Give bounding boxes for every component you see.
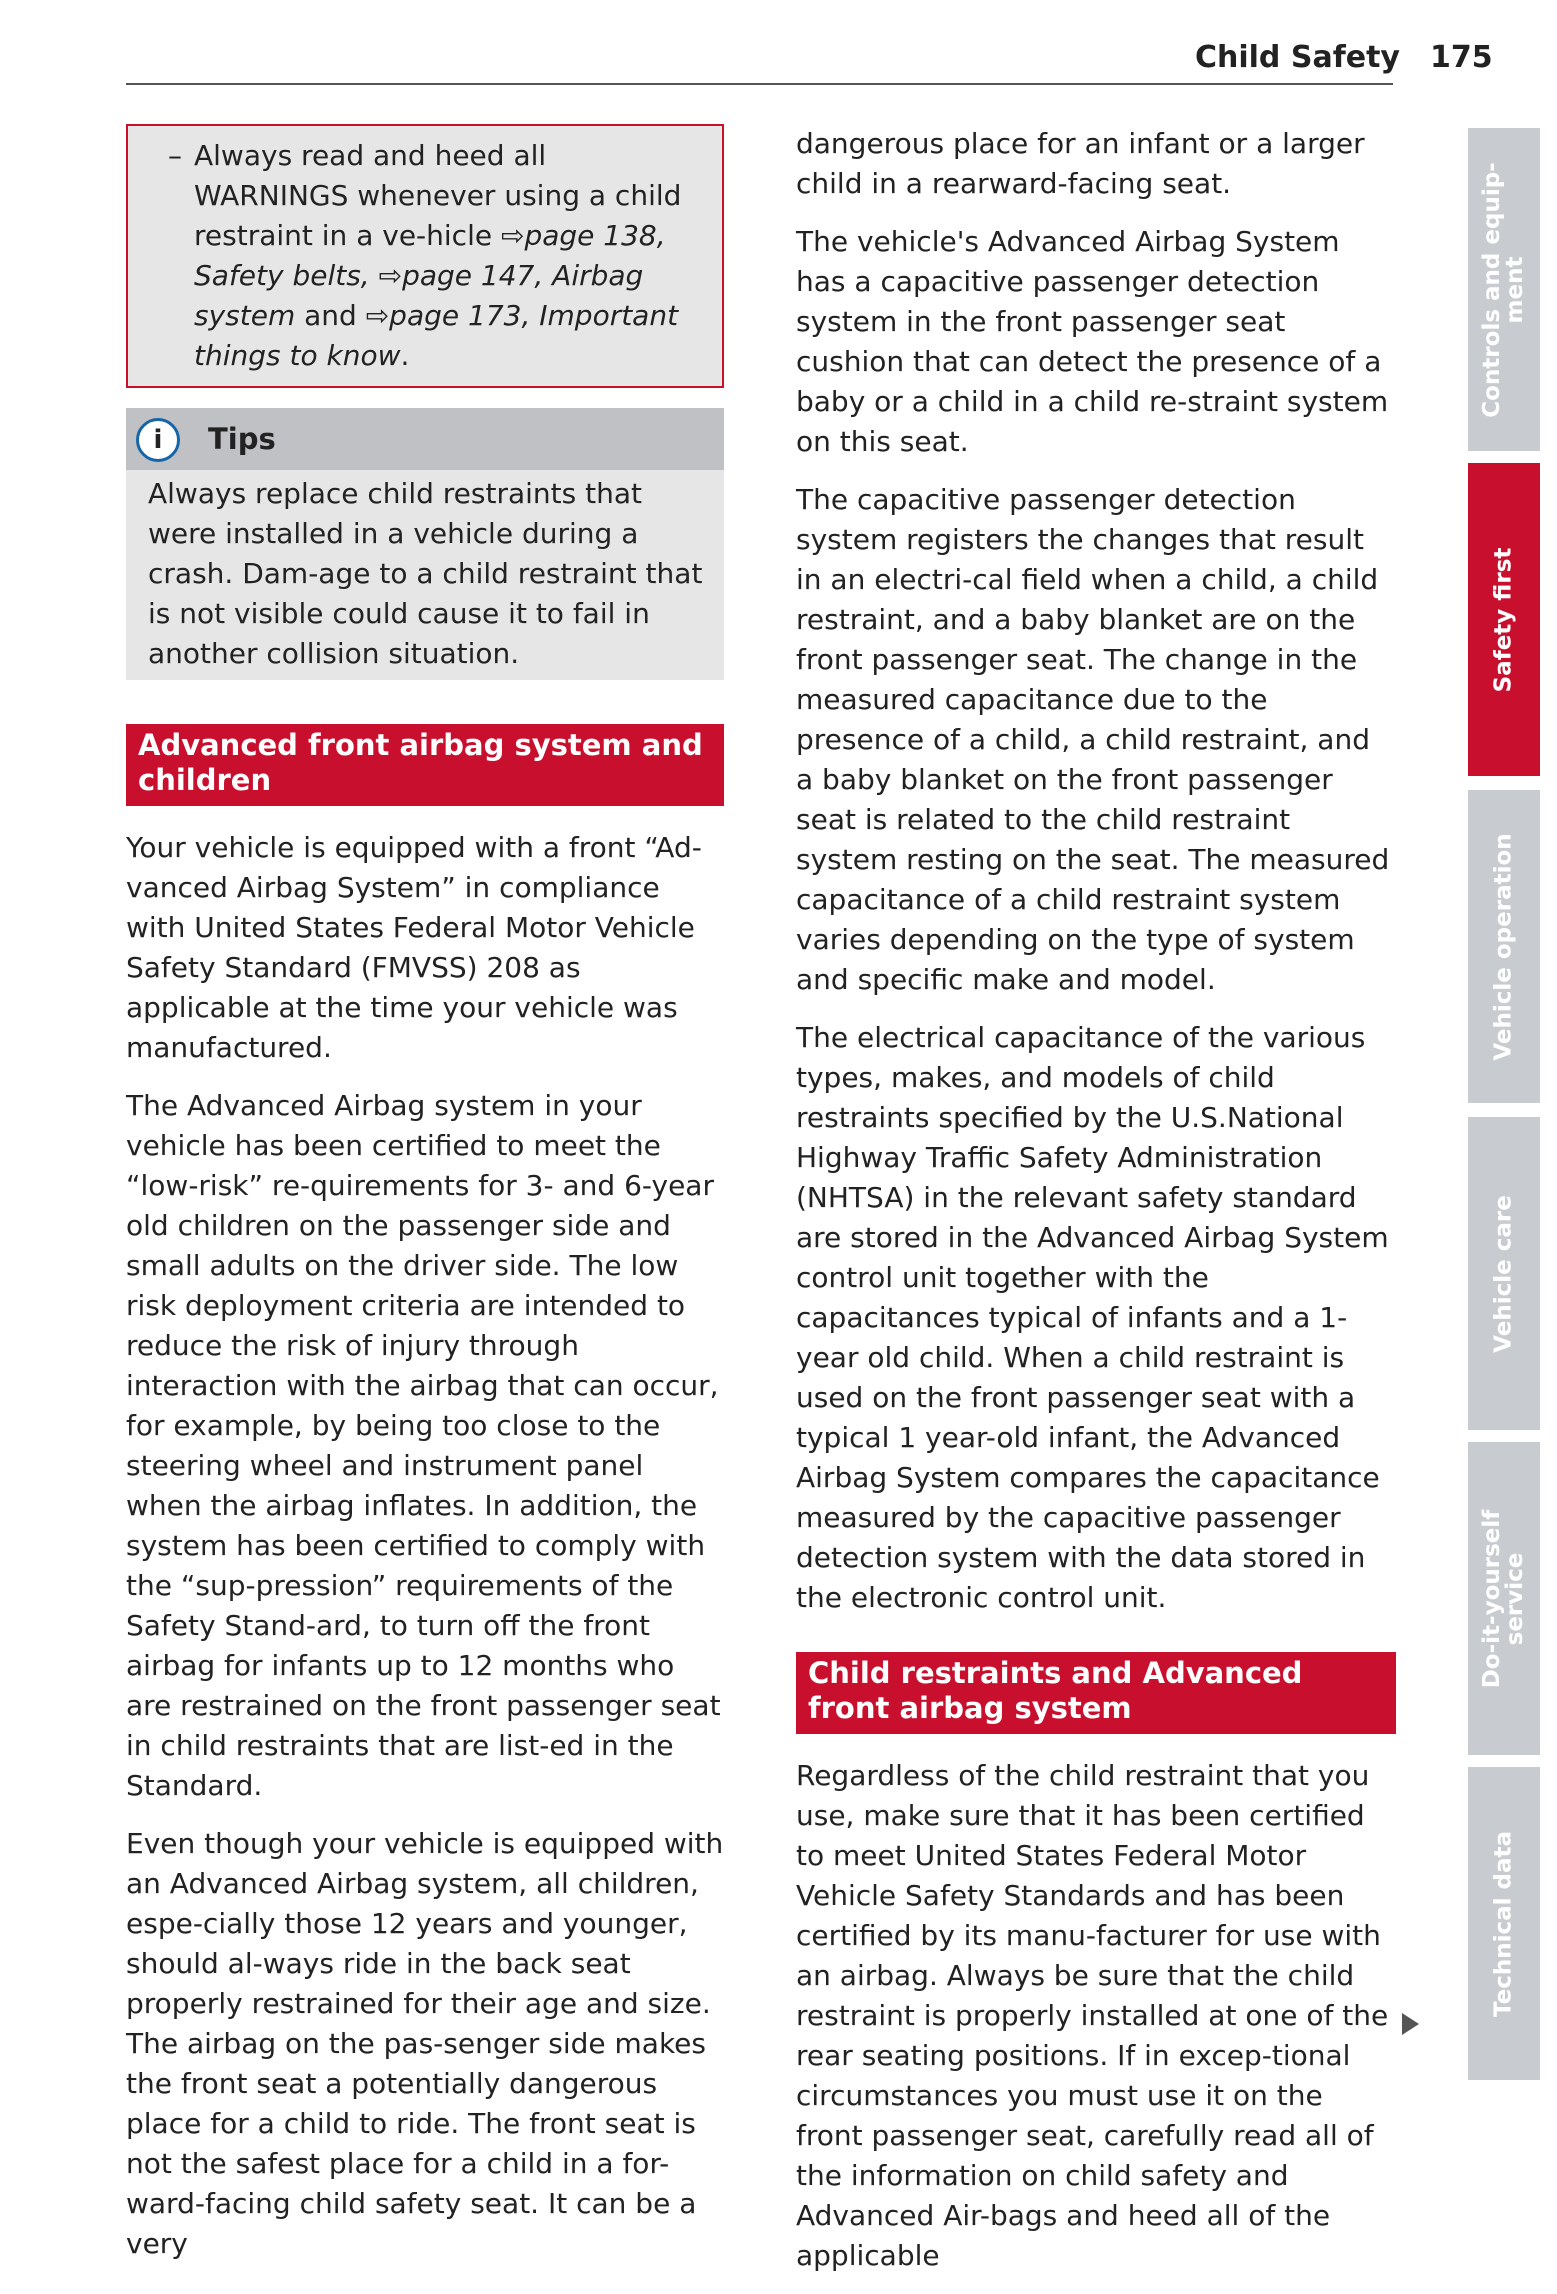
body-paragraph: Your vehicle is equipped with a front “Ad-vanced Airbag System” in compliance with United States Federal Motor Vehicle Safety Standard (FMVSS) 208 as applicable at the time your vehicle was manufactured. bbox=[126, 831, 702, 1064]
tips-title: Tips bbox=[208, 422, 276, 456]
tips-box bbox=[126, 408, 724, 680]
body-paragraph: Regardless of the child restraint that you use, make sure that it has been certified to meet United States Federal Motor Vehicle Safety Standards and has been certified by its manu-facturer for use with an airbag. Always be sure that the child restraint is properly installed at one of the rear seating positions. If in excep-tional circumstances you must use it on the front passenger seat, carefully read all of the information on child safety and Advanced Air-bags and heed all of the applicable bbox=[796, 1759, 1389, 2272]
side-tab-label bbox=[1490, 547, 1517, 692]
warning-run: . bbox=[400, 339, 410, 372]
side-tab-label-line: Vehicle care bbox=[1490, 1194, 1517, 1353]
section-heading: Advanced front airbag system and children bbox=[126, 724, 724, 806]
side-tab-vehicle-care[interactable] bbox=[1468, 1117, 1540, 1430]
side-tab-label-line: Controls and equip- bbox=[1479, 161, 1505, 418]
warning-link-airbag-system[interactable]: ⇨page 147, Airbag system bbox=[194, 259, 644, 332]
info-icon: i bbox=[136, 418, 180, 462]
page-number: 175 bbox=[1430, 40, 1493, 75]
side-tab-label-line: Technical data bbox=[1490, 1830, 1517, 2017]
side-tab-label-line: Vehicle operation bbox=[1490, 832, 1517, 1061]
warning-text bbox=[168, 136, 704, 376]
page-title: Child Safety bbox=[1194, 40, 1400, 75]
warning-link-important-things[interactable]: ⇨page 173, Important things to know bbox=[194, 299, 679, 372]
warning-box bbox=[126, 124, 724, 388]
body-paragraph: The capacitive passenger detection system registers the changes that result in an electri-cal field when a child, a child restraint, and a baby blanket are on the front passenger seat. The change in the measured capacitance due to the presence of a child, a child restraint, and a baby blanket on the front passenger seat is related to the child restraint system resting on the seat. The measured capacitance of a child restraint system varies depending on the type of system and specific make and model. bbox=[796, 483, 1390, 996]
body-paragraph: dangerous place for an infant or a larger child in a rearward-facing seat. bbox=[796, 127, 1365, 200]
side-tab-label bbox=[1490, 1830, 1517, 2017]
next-page-arrow-icon bbox=[1402, 2013, 1419, 2035]
side-tab-controls[interactable] bbox=[1468, 128, 1540, 451]
tips-body: Always replace child restraints that were installed in a vehicle during a crash. Dam-age to a child restraint that is not visible could cause it to fail in another collision situation. bbox=[148, 477, 703, 670]
side-tab-label bbox=[1481, 162, 1527, 417]
body-paragraph: The vehicle's Advanced Airbag System has a capacitive passenger detection system in the front passenger seat cushion that can detect the presence of a baby or a child in a child re-straint system on this seat. bbox=[796, 225, 1389, 458]
header-rule bbox=[126, 83, 1393, 85]
warning-run bbox=[370, 259, 379, 292]
body-paragraph: The Advanced Airbag system in your vehicle has been certified to meet the “low-risk” re-quirements for 3- and 6-year old children on the passenger side and small adults on the driver side. The low risk deployment criteria are intended to reduce the risk of injury through interaction with the airbag that can occur, for example, by being too close to the steering wheel and instrument panel when the airbag inflates. In addition, the system has been certified to comply with the “sup-pression” requirements of the Safety Stand-ard, to turn off the front airbag for infants up to 12 months who are restrained on the front passenger seat in child restraints that are list-ed in the Standard. bbox=[126, 1089, 721, 1802]
warning-run: Always read and heed all WARNINGS whenever using a child restraint in a ve-hicle bbox=[194, 139, 682, 252]
right-column bbox=[796, 124, 1396, 2294]
side-tab-vehicle-operation[interactable] bbox=[1468, 790, 1540, 1103]
warning-dash: – bbox=[168, 139, 182, 172]
side-tab-label-line: service bbox=[1502, 1552, 1528, 1645]
side-tab-label bbox=[1481, 1509, 1527, 1688]
body-paragraph: The electrical capacitance of the various types, makes, and models of child restraints specified by the U.S.National Highway Traffic Safety Administration (NHTSA) in the relevant safety standard are stored in the Advanced Airbag System control unit together with the capacitances typical of infants and a 1-year old child. When a child restraint is used on the front passenger seat with a typical 1 year-old infant, the Advanced Airbag System compares the capacitance measured by the capacitive passenger detection system with the data stored in the electronic control unit. bbox=[796, 1021, 1389, 1614]
side-tab-safety-first[interactable] bbox=[1468, 463, 1540, 776]
section-heading: Child restraints and Advanced front airbag system bbox=[796, 1652, 1396, 1734]
left-column bbox=[126, 124, 724, 2282]
tips-header bbox=[126, 408, 724, 470]
side-tab-label bbox=[1490, 1194, 1517, 1353]
warning-run: and bbox=[295, 299, 366, 332]
side-tab-diy-service[interactable] bbox=[1468, 1442, 1540, 1755]
side-tab-label bbox=[1490, 832, 1517, 1061]
warning-link-safety-belts[interactable]: ⇨page 138, Safety belts, bbox=[194, 219, 666, 292]
side-tab-label-line: Safety first bbox=[1490, 547, 1517, 692]
side-tab-label-line: Do-it-yourself bbox=[1479, 1509, 1505, 1688]
body-paragraph: Even though your vehicle is equipped with an Advanced Airbag system, all children, espe-cially those 12 years and younger, should al-ways ride in the back seat properly restrained for their age and size. The airbag on the pas-senger side makes the front seat a potentially dangerous place for a child to ride. The front seat is not the safest place for a child in a for-ward-facing child safety seat. It can be a very bbox=[126, 1827, 724, 2260]
side-tab-label-line: ment bbox=[1502, 256, 1528, 323]
side-tab-technical-data[interactable] bbox=[1468, 1767, 1540, 2080]
